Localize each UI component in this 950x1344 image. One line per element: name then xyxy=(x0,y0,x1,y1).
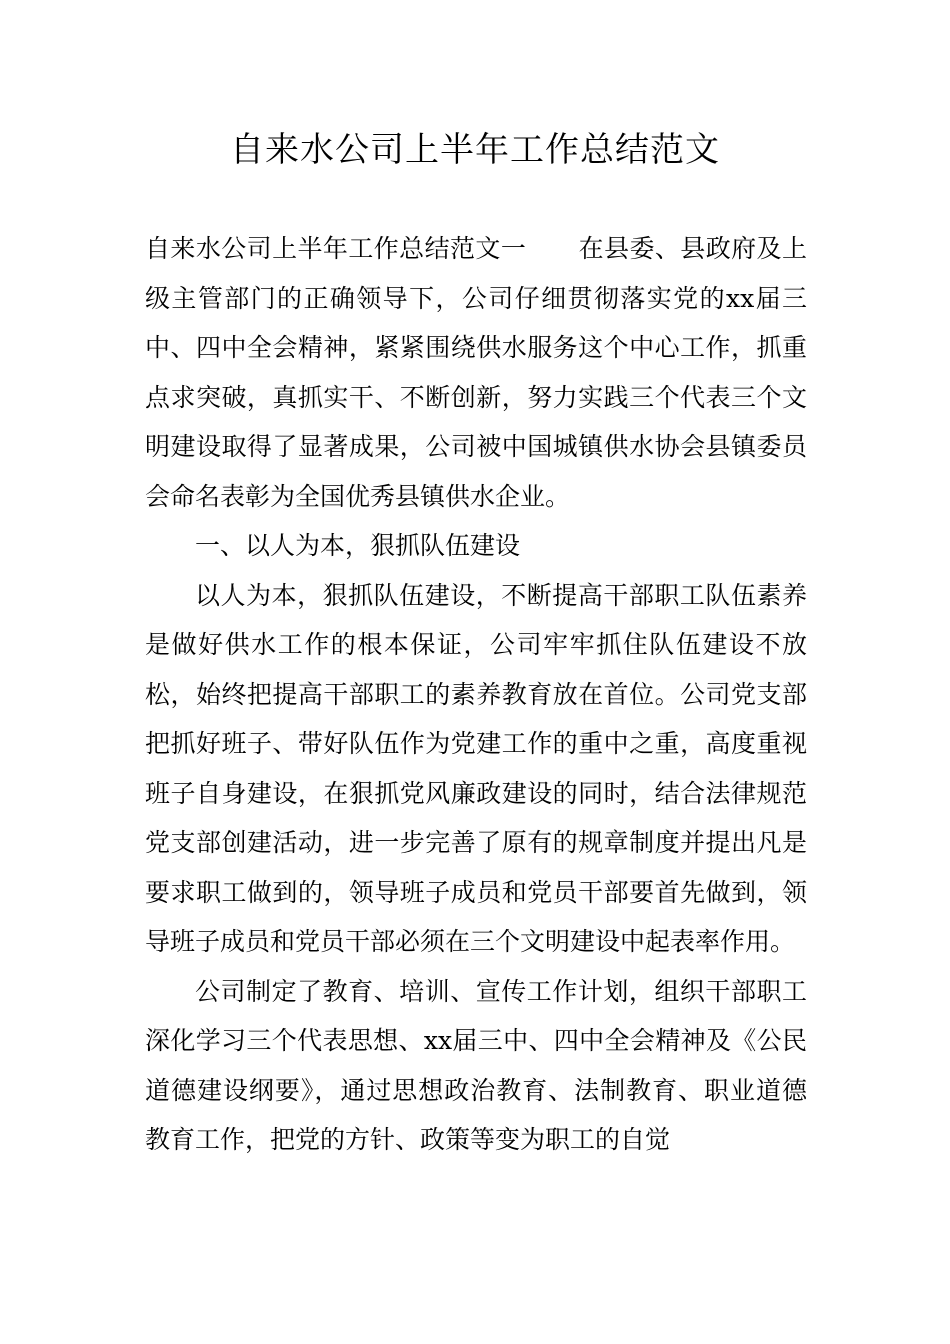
document-body xyxy=(145,224,807,1165)
document-title: 自来水公司上半年工作总结范文 xyxy=(230,130,720,170)
body-paragraph-2: 公司制定了教育、培训、宣传工作计划，组织干部职工深化学习三个代表思想、xx届三中、四中全会精神及《公民道德建设纲要》，通过思想政治教育、法制教育、职业道德教育工作，把党的方针、政策等变为职工的自觉 xyxy=(145,976,807,1154)
intro-label: 自来水公司上半年工作总结范文一 xyxy=(145,234,527,263)
intro-paragraph xyxy=(145,224,807,521)
body-paragraph-1: 以人为本，狠抓队伍建设，不断提高干部职工队伍素养是做好供水工作的根本保证，公司牢牢抓住队伍建设不放松，始终把提高干部职工的素养教育放在首位。公司党支部把抓好班子、带好队伍作为党建工作的重中之重，高度重视班子自身建设，在狠抓党风廉政建设的同时，结合法律规范党支部创建活动，进一步完善了原有的规章制度并提出凡是要求职工做到的，领导班子成员和党员干部要首先做到，领导班子成员和党员干部必须在三个文明建设中起表率作用。 xyxy=(145,580,807,956)
intro-text: 在县委、县政府及上级主管部门的正确领导下，公司仔细贯彻落实党的xx届三中、四中全会精神，紧紧围绕供水服务这个中心工作，抓重点求突破，真抓实干、不断创新，努力实践三个代表三个文明建设取得了显著成果，公司被中国城镇供水协会县镇委员会命名表彰为全国优秀县镇供水企业。 xyxy=(145,234,807,511)
section-heading: 一、以人为本，狠抓队伍建设 xyxy=(195,531,521,560)
